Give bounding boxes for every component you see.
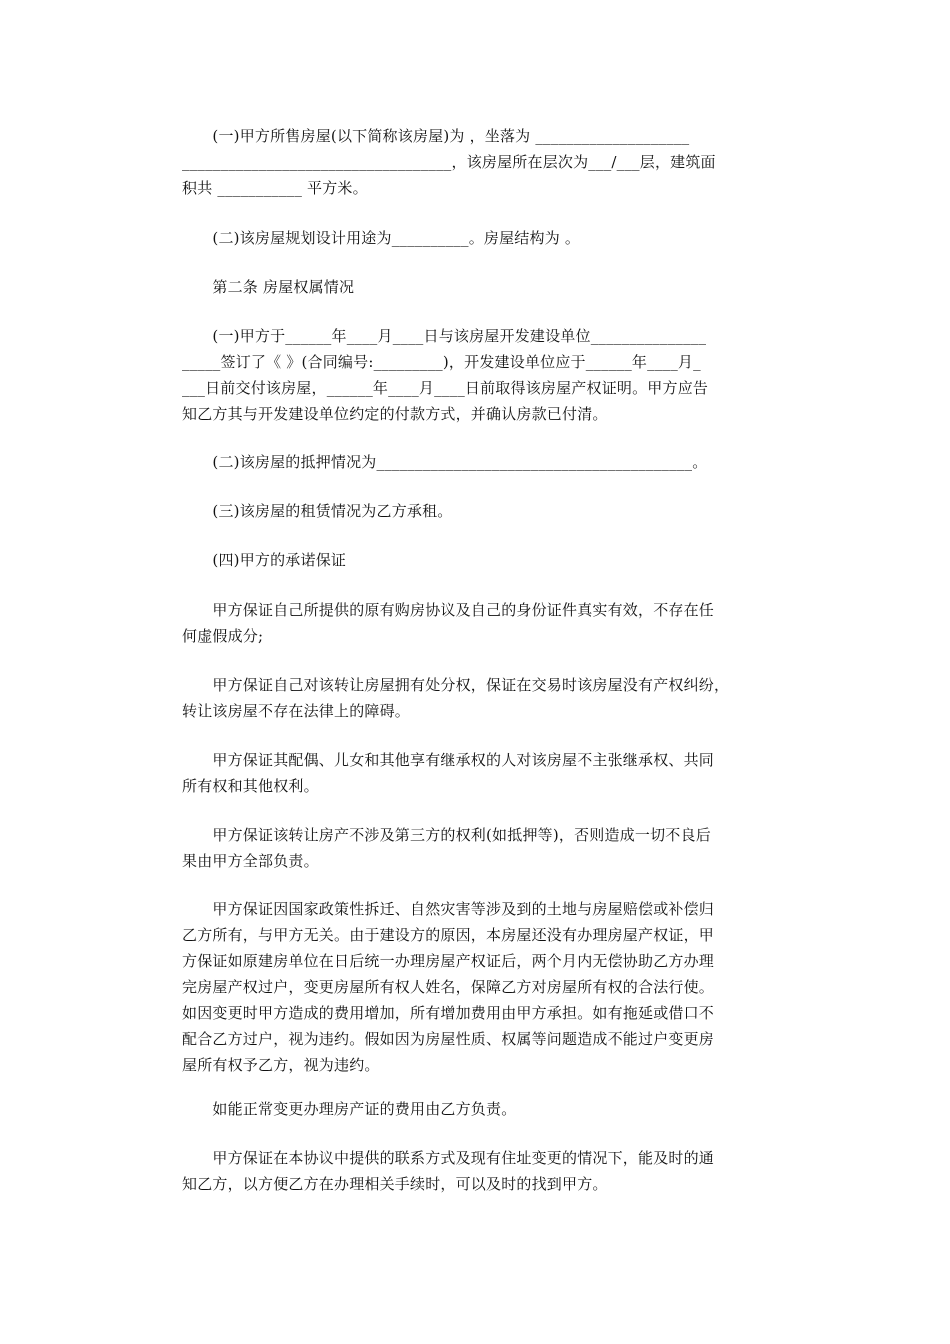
text-line: 完房屋产权过户，变更房屋所有权人姓名，保障乙方对房屋所有权的合法行使。 [182, 978, 715, 996]
paragraph-warranty-5 [182, 896, 772, 1078]
paragraph-warranty-1 [182, 597, 772, 649]
text-line: 屋所有权予乙方，视为违约。 [182, 1056, 380, 1074]
text-line: 如能正常变更办理房产证的费用由乙方负责。 [182, 1100, 517, 1118]
text-line: (四)甲方的承诺保证 [182, 551, 347, 569]
text-line: (二)该房屋的抵押情况为_________________________________________。 [182, 453, 708, 471]
text-line: 果由甲方全部负责。 [182, 852, 319, 870]
paragraph-lease-status [182, 498, 772, 524]
text-line: ___日前交付该房屋，______年____月____日前取得该房屋产权证明。甲方应告 [182, 379, 709, 397]
text-line: 所有权和其他权利。 [182, 777, 319, 795]
paragraph-house-location [182, 123, 772, 201]
text-line: ___________________________________，该房屋所在层次为___/___层，建筑面 [182, 153, 716, 171]
text-line: (二)该房屋规划设计用途为__________。房屋结构为 。 [182, 229, 581, 247]
paragraph-warranty-3 [182, 747, 772, 799]
text-line: (一)甲方所售房屋(以下简称该房屋)为 ，坐落为 ____________________ [182, 127, 690, 145]
text-line: 如因变更时甲方造成的费用增加，所有增加费用由甲方承担。如有拖延或借口不 [182, 1004, 715, 1022]
article-2-heading [182, 274, 772, 300]
text-line: 转让该房屋不存在法律上的障碍。 [182, 702, 411, 720]
paragraph-mortgage-status [182, 449, 772, 475]
paragraph-warranty-7 [182, 1145, 772, 1197]
text-line: 方保证如原建房单位在日后统一办理房屋产权证后，两个月内无偿协助乙方办理 [182, 952, 715, 970]
text-line: 知乙方，以方便乙方在办理相关手续时，可以及时的找到甲方。 [182, 1175, 608, 1193]
text-line: 甲方保证自己所提供的原有购房协议及自己的身份证件真实有效，不存在任 [182, 601, 715, 619]
text-line: 何虚假成分; [182, 627, 264, 645]
text-line: 甲方保证该转让房产不涉及第三方的权利(如抵押等)，否则造成一切不良后 [182, 826, 711, 844]
seller-warranty-heading [182, 547, 772, 573]
paragraph-warranty-4 [182, 822, 772, 874]
text-line: 甲方保证在本协议中提供的联系方式及现有住址变更的情况下，能及时的通 [182, 1149, 715, 1167]
text-line: 知乙方其与开发建设单位约定的付款方式，并确认房款已付清。 [182, 405, 608, 423]
paragraph-house-usage [182, 225, 772, 251]
text-line: 甲方保证因国家政策性拆迁、自然灾害等涉及到的土地与房屋赔偿或补偿归 [182, 900, 715, 918]
text-line: 积共 ___________ 平方米。 [182, 179, 368, 197]
paragraph-warranty-6 [182, 1096, 772, 1122]
text-line: 乙方所有，与甲方无关。由于建设方的原因，本房屋还没有办理房屋产权证，甲 [182, 926, 715, 944]
text-line: 配合乙方过户，视为违约。假如因为房屋性质、权属等问题造成不能过户变更房 [182, 1030, 715, 1048]
paragraph-purchase-contract [182, 323, 772, 427]
text-line: (三)该房屋的租赁情况为乙方承租。 [182, 502, 453, 520]
text-line: 第二条 房屋权属情况 [182, 278, 355, 296]
text-line: 甲方保证自己对该转让房屋拥有处分权，保证在交易时该房屋没有产权纠纷， [182, 676, 730, 694]
text-line: 甲方保证其配偶、儿女和其他享有继承权的人对该房屋不主张继承权、共同 [182, 751, 715, 769]
text-line: _____签订了《 》(合同编号:_________)，开发建设单位应于______年____月_ [182, 353, 701, 371]
paragraph-warranty-2 [182, 672, 772, 724]
text-line: (一)甲方于______年____月____日与该房屋开发建设单位_______________ [182, 327, 707, 345]
